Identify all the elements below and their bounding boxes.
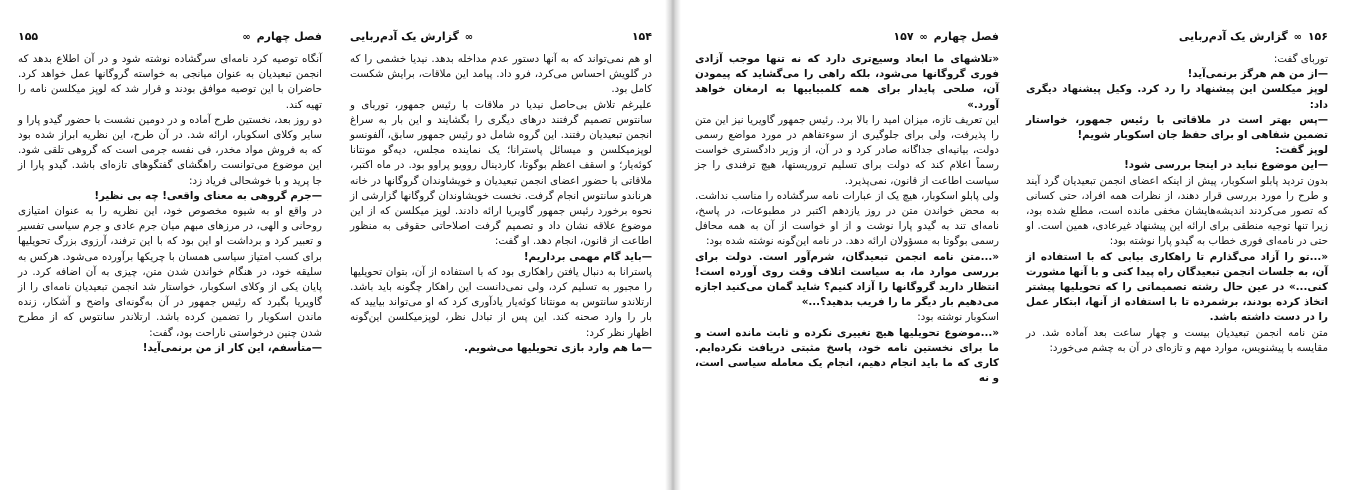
ornament-icon: ∞ [242,31,251,43]
ornament-icon: ∞ [919,31,928,43]
paragraph: متن نامه انجمن تبعیدیان بیست و چهار ساعت بعد آماده شد. در مقایسه با پیشنویس، موارد مهم و تازه‌ای در آن به چشم می‌خورد: [1026,326,1328,354]
page-number: ۱۵۶ [1307,29,1328,43]
running-head [350,30,475,43]
dialogue-line: —متأسفم، این کار از من برنمی‌آید! [142,341,322,354]
paragraph: آنگاه توصیه کرد نامه‌ای سرگشاده نوشته شود و در آن اطلاع بدهد که انجمن تبعیدیان به عنوان میانجی به خواسته گروگانها عمل خواهد کرد. حاضران با این توصیه موافق بودند و قرار شد که لوپز میکلسن نامه را تهیه کند. [18,53,322,111]
book-gutter [665,0,681,490]
ornament-icon: ∞ [464,31,474,43]
paragraph: علیرغم تلاش بی‌حاصل نیدیا در ملاقات با رئیس جمهور، توربای و سانتوس تصمیم گرفتند درهای دیگری را بگشایند و این بار به سراغ انجمن تبعیدیان رفتند. این گروه شامل دو رئیس جمهور سابق، آلفونسو لوپزمیکلسن و میسائل پاسترانا؛ یک نماینده مجلس، دیه‌گو مونتانا کوئه‌یار؛ و اسقف اعظم بوگوتا، کاردینال روویو پراوو بود. در ماه اکتبر، ملاقاتی با حضور اعضای انجمن تبعیدیان و خویشاوندان گروگانها در خانه هرناندو سانتوس انجام گرفت. نخست خویشاوندان گروگانها گزارشی از نحوه برخورد رئیس جمهور گاویریا ارائه دادند. لوپز میکلسن که از این موضوع علاقه نشان داد و تصمیم گرفت اصلاحاتی حقوقی به منظور اطاعت از قانون، انجام دهد. او گفت: [350,98,652,248]
paragraph: لوپز گفت: [1275,144,1328,157]
page-number: ۱۵۴ [631,29,652,43]
paragraph: لوپز میکلسن این پیشنهاد را رد کرد. وکیل پیشنهاد دیگری داد: [1026,83,1328,111]
page-155 [6,0,334,490]
page-text [18,52,322,356]
running-head [240,30,322,43]
paragraph: پاسترانا به دنبال یافتن راهکاری بود که با استفاده از آن، بتوان تحویلیها را مجبور به تسلیم کرد، ولی نمی‌دانست این راهکار چگونه باید باشد. ارتلاندو سانتوس به مونتانا کوئه‌یار یادآوری کرد که او می‌تواند بیایید که بار را وارد صحنه کند. این پس از تبادل نظر، لوپزمیکلسن این‌گونه اظهار نظر کرد: [350,265,652,339]
quoted-paragraph: «...تو را آزاد می‌گذارم تا راهکاری بیابی که با استفاده از آن، به جلسات انجمن تبعیدگان راه پیدا کنی و با آنها مشورت کنی...» در عین حال رشته تصمیماتی را که تحویلیها پیشتر اتخاذ کرده بودند، برشمرده تا با استفاده از آنها، ابتکار عمل را در دست داشته باشد. [1026,250,1328,324]
header-title: فصل چهارم [933,29,999,43]
page-156 [1014,0,1340,490]
page-text [695,52,999,386]
quoted-paragraph: «...موضوع تحویلیها هیچ تغییری نکرده و ثابت مانده است و ما برای نخستین نامه خود، پاسخ مثبتی دریافت نکرده‌ایم. کاری که ما باید انجام دهیم، انجام یک معامله سیاسی است، و نه [695,326,999,385]
dialogue-line: —این موضوع نباید در اینجا بررسی شود! [1124,159,1328,172]
paragraph: دو روز بعد، نخستین طرح آماده و در دومین نشست با حضور گیدو پارا و سایر وکلای اسکوبار، ارائه شد. در آن طرح، این نظریه ابراز شده بود که به فروش مواد مخدر، فی نفسه جرمی است که گروهی تلقی شود. این موضوع می‌توانست راهگشای گفتگوهای تازه‌ای باشد. گیدو پارا از جا پرید و با خوشحالی فریاد زد: [18,113,322,187]
paragraph: در واقع او به شیوه مخصوص خود، این نظریه را به عنوان امتیازی روحانی و الهی، در مرزهای مبهم میان جرم عادی و جرم سیاسی تفسیر و تعبیر کرد و برداشت او این بود که با این ترفند، آرزوی بزرگ تحویلیها برای کسب امتیاز سیاسی همسان با چریکها برآورده می‌شود. هرکس به سلیقه خود، در هنگام خواندن شدن متن، چیزی به آن اضافه کرد. در پایان یکی از وکلای اسکوبار، خواستار شد انجمن تبعیدیان نامه‌ای را از گاویریا بگیرد که رئیس جمهور در آن به‌گونه‌ای واضح و آشکار، زنده ماندن اسکوبار را تضمین کرده باشد. ارتلاندر سانتوس که از مطرح شدن چنین درخواستی ناراحت بود، گفت: [18,205,322,339]
page-text [1026,52,1328,356]
dialogue-line: —پس بهتر است در ملاقاتی با رئیس جمهور، خواستار تضمین شفاهی او برای حفظ جان اسکوبار شویم! [1026,113,1328,142]
paragraph: اسکوبار نوشته بود: [917,311,999,324]
ornament-icon: ∞ [1293,31,1302,43]
quoted-paragraph: «...متن نامه انجمن تبعیدگان، شرم‌آور است. دولت برای بررسی موارد ما، به سیاست اتلاف وقت روی آورده است! انتظار دارید گروگانها را آزاد کنیم؟ شاید گمان می‌کنید اجازه می‌دهیم بار دیگر ما را فریب بدهید؟...» [695,250,999,309]
page-number: ۱۵۷ [893,29,914,43]
page-header [1026,28,1328,44]
paragraph: ولی پابلو اسکوبار، هیچ یک از عبارات نامه سرگشاده را مناسب نداشت. به محض خواندن متن در روز یازدهم اکتبر در مطبوعات، در پاسخ، نامه‌ای تند به گیدو پارا نوشت و از او خواست از آن به همه محافل رسمی بوگوتا به مسؤولان ارائه دهد. در نامه این‌گونه نوشته شده بود: [695,189,999,248]
dialogue-line: —ما هم وارد بازی تحویلیها می‌شویم. [464,341,652,354]
header-title: گزارش یک آدم‌ربایی [350,29,459,43]
paragraph: او هم نمی‌تواند که به آنها دستور عدم مداخله بدهد. نیدیا خشمی را که در گلویش احساس می‌کرد، فرو داد. پیامد این ملاقات، برایش شکست کامل بود. [350,53,652,96]
running-head [1179,30,1328,43]
dialogue-line: —باید گام مهمی برداریم! [523,250,652,263]
page-text [350,52,652,356]
paragraph: این تعریف تازه، میزان امید را بالا برد. رئیس جمهور گاویریا نیز این متن را پذیرفت، ولی برای جلوگیری از سوءتفاهم در مورد مواضع رسمی دولت، بیانیه‌ای جداگانه صادر کرد و در آن، از وزیر دادگستری خواست رسماً اعلام کند که دولت برای تسلیم تروریستها، هیچ ترفندی را جز سیاست اطاعت از قانون، نمی‌پذیرد. [695,113,999,187]
header-title: فصل چهارم [256,29,322,43]
paragraph: بدون تردید پابلو اسکوبار، پیش از اینکه اعضای انجمن تبعیدیان گرد آیند و طرح را مورد بررسی قرار دهند، از نظرات همه افراد، حتی کسانی که تصور می‌کردند اندیشه‌هایشان مخفی مانده است، مطلع شده بود، زیرا تنها توجیه منطقی برای ارائه این پیشنهاد غیرعادی، همین است. او حتی در نامه‌ای فوری خطاب به گیدو پارا نوشته بود: [1026,174,1328,248]
paragraph: توربای گفت: [1273,53,1328,65]
quoted-paragraph: «تلاشهای ما ابعاد وسیع‌تری دارد که نه تنها موجب آزادی فوری گروگانها می‌شود، بلکه راهی را می‌گشاید که پیمودن آن، صلحی پایدار برای همه کلمبیاییها به ارمغان خواهد آورد.» [695,53,999,111]
page-number: ۱۵۵ [18,29,39,43]
page-header [18,28,322,44]
dialogue-line: —از من هم هرگز برنمی‌آید! [1187,68,1328,81]
dialogue-line: —جرم گروهی به معنای واقعی! چه بی نظیر! [94,189,322,202]
running-head [893,30,999,43]
page-154 [338,0,664,490]
page-header [350,28,652,44]
page-header [695,28,999,44]
header-title: گزارش یک آدم‌ربایی [1178,29,1288,43]
page-157 [683,0,1011,490]
